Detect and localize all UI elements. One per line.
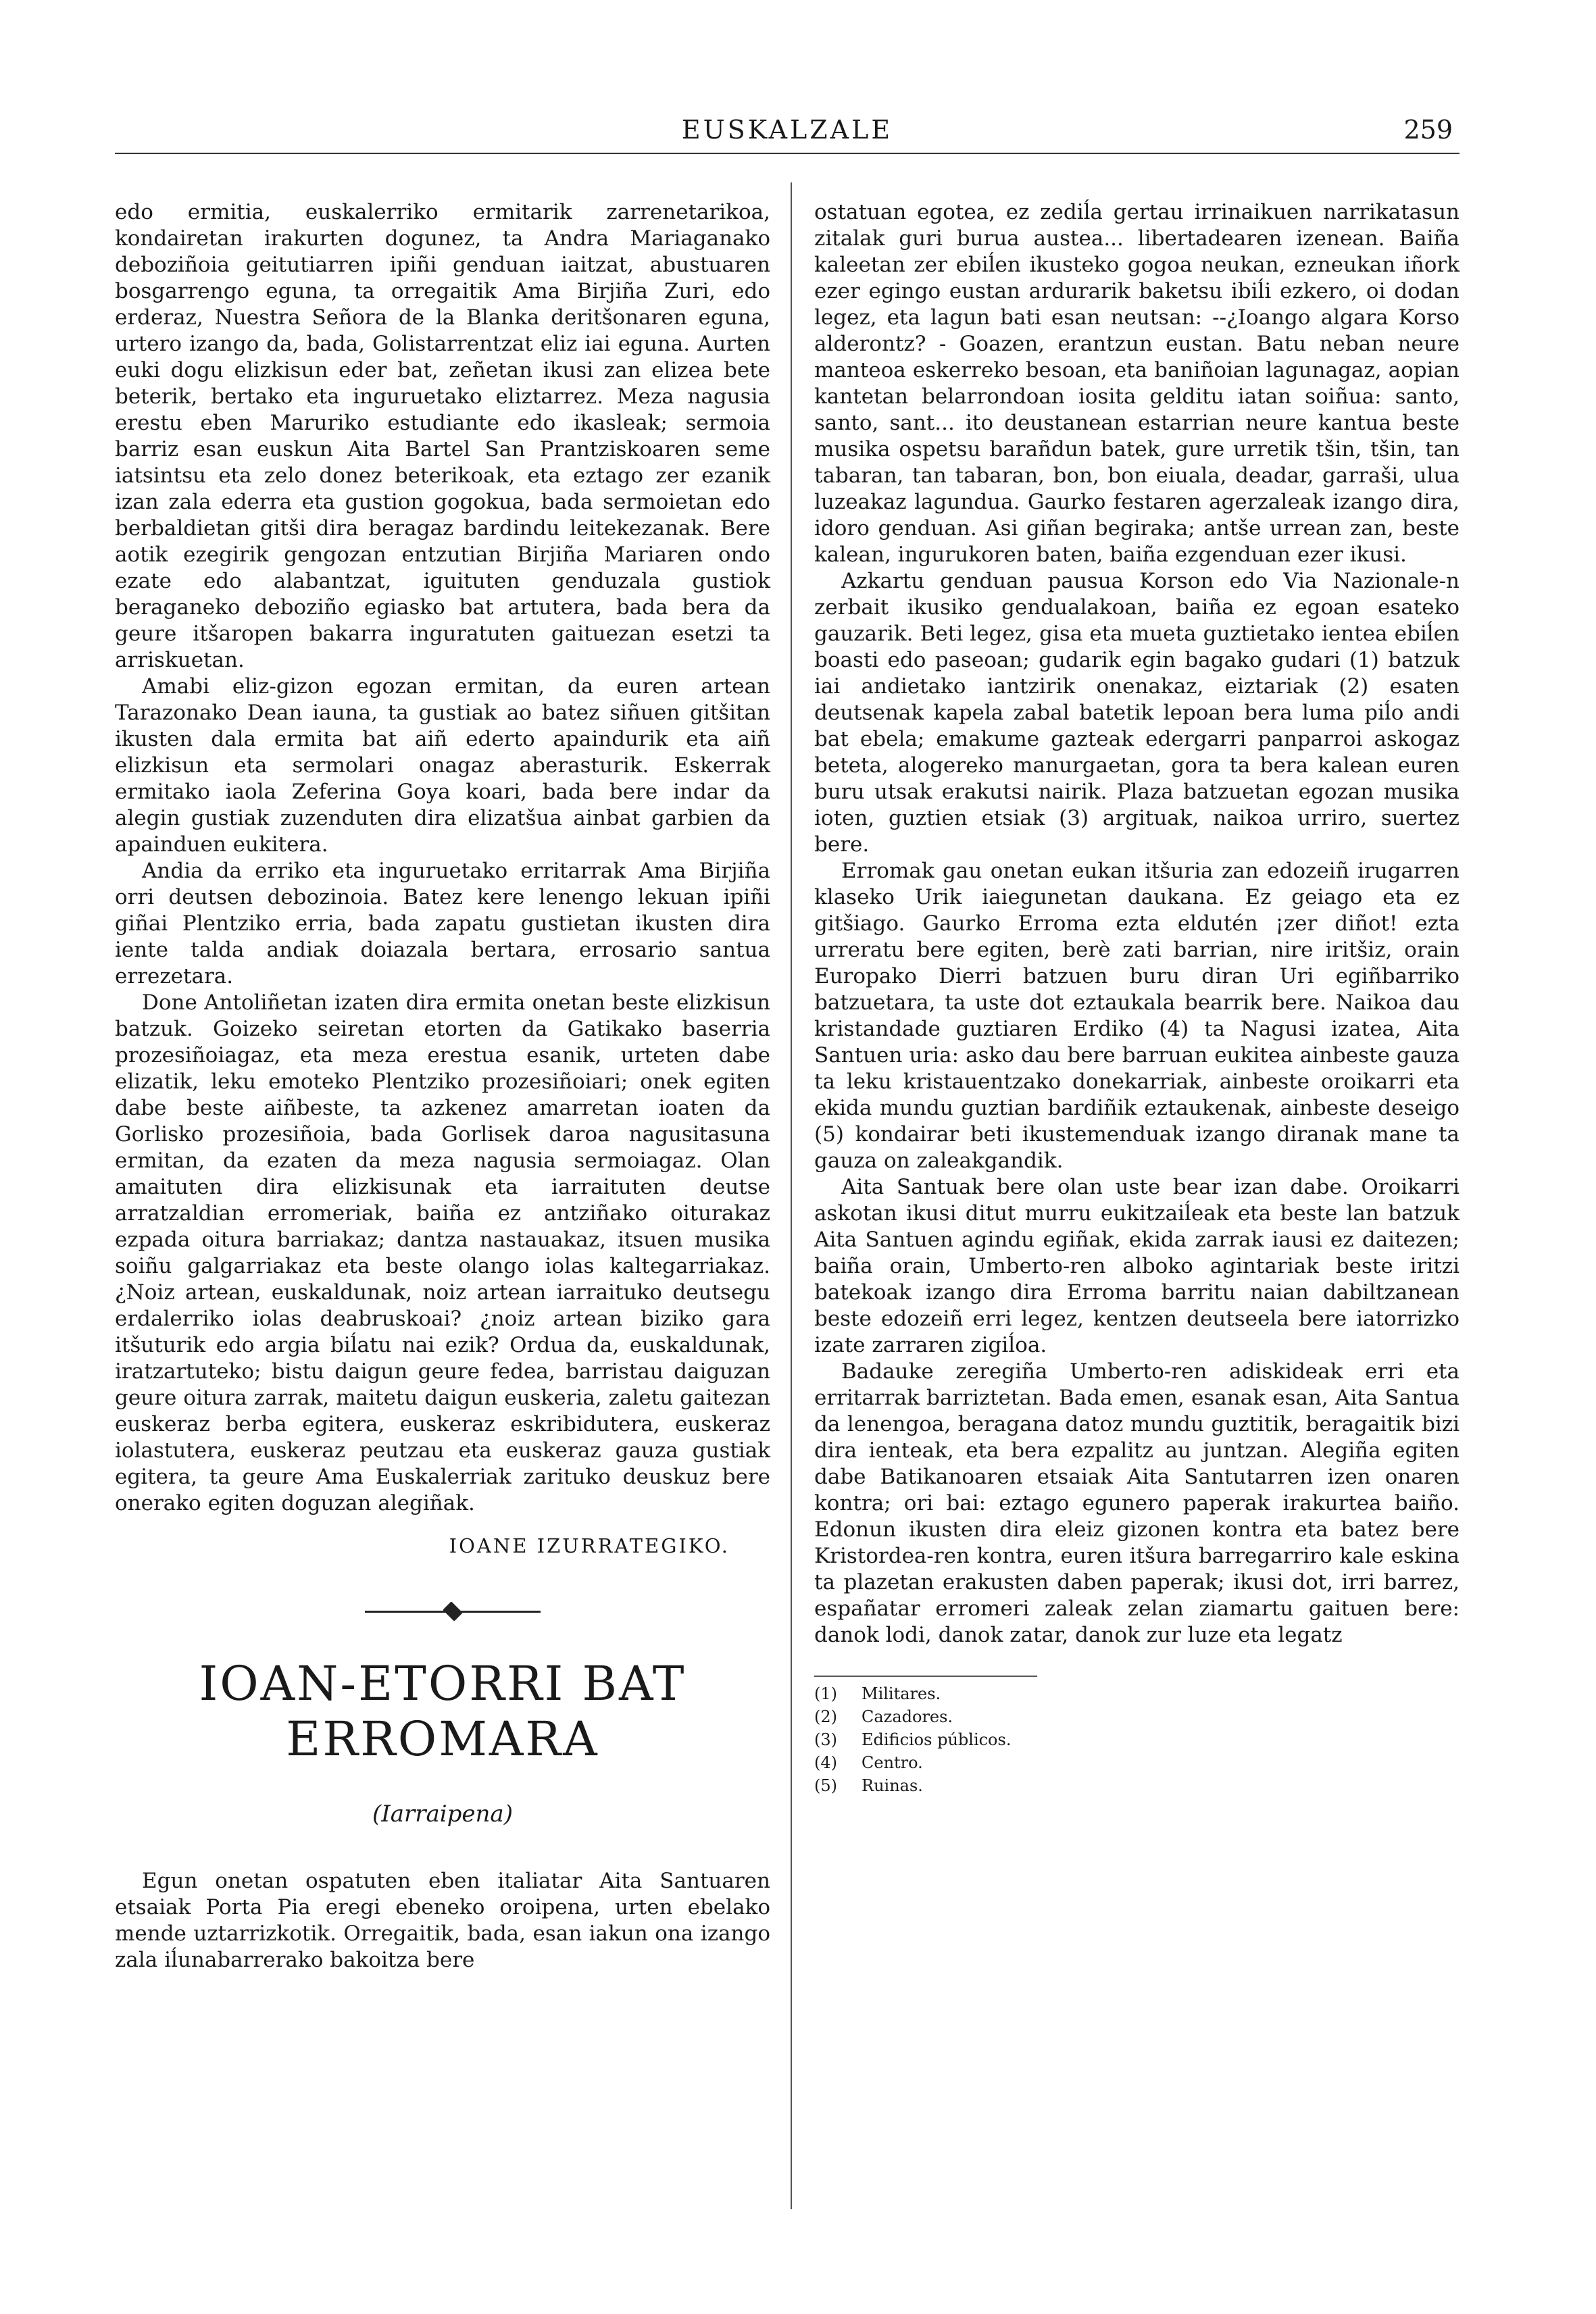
paragraph: Azkartu genduan pausua Korson edo Via Nazionale-n zerbait ikusiko gendualakoan, baiña ez egoan esateko gauzarik. Beti legez, gisa eta mueta guztietako ientea ebiĺen boasti edo paseoan; gudarik egin bagako gudari (1) batzuk iai andietako iantzirik onenakaz, eiztariak (2) esaten deutsenak kapela zabal batetik lepoan bera luma piĺo andi bat ebela; emakume gazteak edergarri panparroi askogaz beteta, alogereko manurgaetan, gora ta bera kalean euren buru utsak erakutsi nairik. Plaza batzuetan egozan musika ioten, guztien etsiak (3) argituak, naikoa urriro, suertez bere.: [814, 569, 1460, 857]
author-signature: IOANE IZURRATEGIKO.: [449, 1534, 730, 1557]
paragraph: Badauke zeregiña Umberto-ren adiskideak erri eta erritarrak barriztetan. Bada emen, esanak esan, Aita Santua da lenengoa, beragana datoz mundu guztitik, beragaitik bizi dira ienteak, eta bera ezpalitz au juntzan. Alegiña egiten dabe Batikanoaren etsaiak Aita Santutarren izen onaren kontra; ori bai: eztago egunero paperak irakurtea baiño. Edonun ikusten dira eleiz gizonen kontra eta batez bere Kristordea-ren kontra, euren itšura barregarriro kale eskina ta plazetan erakusten daben paperak; ikusi dot, irri barrez, españatar erromeri zaleak zelan ziamartu gaituen bere: danok lodi, danok zatar, danok zur luze eta legatz: [814, 1359, 1460, 1647]
running-title: EUSKALZALE: [681, 115, 893, 145]
paragraph: ostatuan egotea, ez zediĺa gertau irrinaikuen narrikatasun zitalak guri burua austea... libertadearen izenean. Baiña kaleetan zer ebiĺen ikusteko gogoa neukan, ezneukan iñork ezer egingo eustan ardurarik baketsu ibiĺi ezkero, oi dodan legez, eta lagun bati esan neutsan: --¿Ioango algara Korso alderontz? - Goazen, erantzun eustan. Batu neban neure manteoa eskerreko besoan, eta baniñoian lagunagaz, aopian kantetan belarrondoan iosita gelditu iatan soiñua: santo, santo, sant... ito deustanean estarrian neure kantua beste musika ospetsu barañdun batek, gure urretik tšin, tšin, tan tabaran, tan tabaran, bon, bon eiuala, deadar, garraši, ulua luzeakaz lagundua. Gaurko festaren agerzaleak izango dira, idoro genduan. Asi giñan begiraka; antše urrean zan, beste kalean, ingurukoren baten, baiña ezgenduan ezer ikusi.: [814, 200, 1460, 567]
footnote-mark: (1): [814, 1684, 837, 1703]
paragraph: Done Antoliñetan izaten dira ermita onetan beste elizkisun batzuk. Goizeko seiretan etorten da Gatikako baserria prozesiñoiagaz, eta meza erestua esanik, urteten dabe elizatik, leku emoteko Plentziko prozesiñoiari; onek egiten dabe beste aiñbeste, ta azkenez amarretan ioaten da Gorlisko prozesiñoia, bada Gorlisek daroa nagusitasuna ermitan, da ezaten da meza nagusia sermoiagaz. Olan amaituten dira elizkisunak eta iarraituten deutse arratzaldian erromeriak, baiña ez antziñako oiturakaz ezpada oitura barriakaz; dantza nastauakaz, itsuen musika soiñu galgarriakaz eta beste olango iolas kaltegarriakaz. ¿Noiz artean, euskaldunak, noiz artean iarraituko deutsegu erdalerriko iolas deabruskoai? ¿noiz artean biziko gara itšuturik edo argia biĺatu nai ezik? Ordua da, euskaldunak, iratzartuteko; bistu daigun geure fedea, barristau daiguzan geure oitura zarrak, maitetu daigun euskeria, zaletu gaitezan euskeraz berba egitera, euskeraz eskribidutera, euskeraz iolastutera, euskeraz peutzau eta euskeraz gauza gustiak egitera, ta geure Ama Euskalerriak zarituko deuskuz bere onerako egiten doguzan alegiñak.: [115, 990, 770, 1515]
column-divider: [791, 182, 792, 2209]
page-header: [115, 115, 1460, 162]
paragraph: edo ermitia, euskalerriko ermitarik zarrenetarikoa, kondairetan irakurten dogunez, ta Andra Mariaganako deboziñoia geitutiarren ipiñi genduan iaitzat, abustuaren bosgarrengo eguna, ta orregaitik Ama Birjiña Zuri, edo erderaz, Nuestra Señora de la Blanka deritšonaren eguna, urtero izango da, bada, Golistarrentzat eliz iai eguna. Aurten euki dogu elizkisun eder bat, zeñetan ikusi zan elizea bete beterik, bertako eta inguruetako eliztarrez. Meza nagusia erestu eben Maruriko estudiante edo ikasleak; sermoia barriz esan euskun Aita Bartel San Prantziskoaren seme iatsintsu eta zelo donez beterikoak, eta eztago zer ezanik izan zala ederra eta gustion gogokua, bada sermoietan edo berbaldietan gitši dira beragaz bardindu leitekezanak. Bere aotik ezegirik gengozan entzutian Birjiña Mariaren ondo ezate edo alabantzat, iguituten genduzala gustiok beraganeko deboziño egiasko bat artutera, bada bera da geure itšaropen bakarra inguratuten gaituezan esetzi ta arriskuetan.: [115, 200, 770, 672]
paragraph: Amabi eliz-gizon egozan ermitan, da euren artean Tarazonako Dean iauna, ta gustiak ao batez siñuen gitšitan ikusten dala ermita bat aiñ ederto apaindurik eta aiñ elizkisun eta sermolari onagaz aberasturik. Eskerrak ermitako iaola Zeferina Goya koari, bada bere indar da alegin gustiak zuzenduten dira elizatšua ainbat garbien da apainduen eukitera.: [115, 674, 770, 857]
footnote-mark: (5): [814, 1776, 837, 1795]
footnote-text: Cazadores.: [862, 1707, 953, 1726]
paragraph: Aita Santuak bere olan uste bear izan dabe. Oroikarri askotan ikusi ditut murru eukitzaiĺeak eta beste lan batzuk Aita Santuen agindu egiñak, ekida zarrak iausi ez daitezen; baiña orain, Umberto-ren alboko agintariak beste iritzi batekoak izango dira Erroma barritu naian dabiltzanean beste edozeiñ erri legez, kentzen deutseela bere iatorrizko izate zarraren zigiĺoa.: [814, 1175, 1460, 1357]
footnote-text: Militares.: [862, 1684, 941, 1703]
separator-ornament-icon: [443, 1601, 463, 1621]
footnotes: [814, 1676, 1037, 1797]
footnote-text: Ruinas.: [862, 1776, 923, 1795]
footnote: [814, 1751, 1037, 1774]
footnote: [814, 1705, 1037, 1728]
footnote: [814, 1774, 1037, 1797]
page-number: 259: [1403, 115, 1453, 145]
paragraph: Egun onetan ospatuten eben italiatar Aita Santuaren etsaiak Porta Pia eregi ebeneko oroipena, urten ebelako mende uztarrizkotik. Orregaitik, bada, esan iakun ona izango zala iĺunabarrerako bakoitza bere: [115, 1869, 770, 1972]
article-subtitle: (Iarraipena): [372, 1801, 513, 1828]
article-title: IOAN-ETORRI BAT ERROMARA: [199, 1656, 687, 1767]
footnote-mark: (2): [814, 1707, 837, 1726]
right-column: [814, 199, 1460, 1797]
footnote: [814, 1728, 1037, 1751]
header-rule: [115, 153, 1460, 154]
paragraph: Erromak gau onetan eukan itšuria zan edozeiñ irugarren klaseko Urik iaiegunetan daukana. Ez geiago eta ez gitšiago. Gaurko Erroma ezta eldutén ¡zer diñot! ezta urreratu bere egiten, berè zati barrian, nire iritšiz, orain Europako Dierri batzuen buru diran Uri egiñbarriko batzuetara, ta uste dot eztaukala bearrik bere. Naikoa dau kristandade guztiaren Erdiko (4) ta Nagusi izatea, Aita Santuen uria: asko dau bere barruan eukitea ainbeste gauza ta leku kristauentzako donekarriak, ainbeste oroikarri eta ekida mundu guztian bardiñik eztaukenak, ainbeste deseigo (5) kondairar beti ikustemenduak izango diranak mane ta gauza on zaleakgandik.: [814, 859, 1460, 1173]
ornamental-separator: [115, 1598, 770, 1625]
paragraph: Andia da erriko eta inguruetako erritarrak Ama Birjiña orri deutsen debozinoia. Batez kere lenengo lekuan ipiñi giñai Plentziko erria, bada zapatu gustietan ikusten dira iente talda andiak doiazala bertara, errosario santua errezetara.: [115, 859, 770, 988]
footnote-mark: (4): [814, 1753, 837, 1772]
footnote-mark: (3): [814, 1730, 837, 1749]
footnote-text: Centro.: [862, 1753, 923, 1772]
footnote-text: Edificios públicos.: [862, 1730, 1012, 1749]
footnote: [814, 1682, 1037, 1705]
left-column: [115, 199, 770, 1973]
